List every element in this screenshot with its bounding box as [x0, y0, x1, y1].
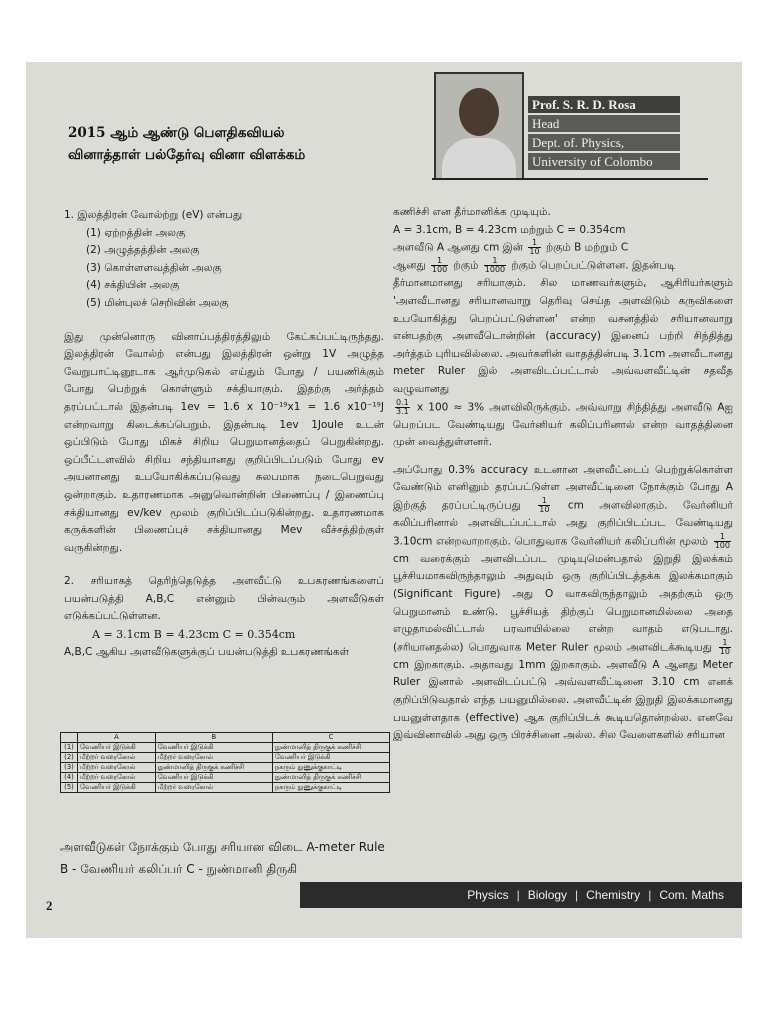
table-cell: மீற்றர் வரைகோல் [155, 783, 272, 793]
answer-1-text: இது முன்னொரு வினாப்பத்திரத்திலும் கேட்கப்பட்டிருந்தது. இலத்திரன் வோல்ற் என்பது இலத்திரன் ஒன்று 1V அழுத்த வேறுபாட்டினூடாக ஆர்முடுகல் எய்தும் போது / பயணிக்கும் போது பெற்றுக் கொள்ளும் சக்தியாகும். இதற்கு அர்த்தம் தரப்பட்டால் இதன்படி 1ev = 1.6 x 10⁻¹⁹x1 = 1.6 x10⁻¹⁹J என்றவாறு கிடைக்கப்பெறும். இதன்படி 1ev 1Joule உடன் ஒப்பிடும் போது மிகச் சிறிய பெறுமானத்தைப் பெறுகின்றது. ஒப்பீட்டளவில் சிறிய சந்தியானது குறிப்பிடப்படும் போது ev அயனானது உபயோகிக்கப்படுவது சுலபமாக நடைபெறுவது ஒன்றாகும். உதாரணமாக அனுவொன்றின் பிணைப்பு / இணைப்பு சக்தியானது ev/kev மூலம் குறிப்பிடப்படுகின்றது. உதாரணமாக கருக்களின் பிணைப்புச் சக்தியானது Mev வீச்சத்திற்குள் வருகின்றது. [64, 330, 384, 554]
discussion-paragraph: தீர்மானமானது சரியாகும். சில மாணவர்களும், ஆசிரியர்களும் 'அளவீடானது சரியானவாறு தெரிவு செய்த அளவிடும் கருவிகளை உபயோகித்து பெறப்பட்டுள்ளன' என்ற வசனத்தில் சரியானவாறு என்பதற்கு அளவீடொன்றின் (accuracy) இனைப் பற்றி சிந்தித்து அர்த்தம் புரியவில்லை. அவர்களின் வாதத்தின்படி 3.1cm அளவீடானது meter Ruler இல் அளவிடப்பட்டால் அவ்வளவீட்டின் சதவீத வழுவானது [393, 277, 733, 395]
portrait-head [459, 88, 499, 136]
magazine-page [26, 62, 742, 938]
text-fragment: ற்கும் B மற்றும் C [545, 241, 629, 254]
question-2-measurements: A = 3.1cm B = 4.23cm C = 0.354cm [92, 628, 296, 642]
percentage-value: x 100 ≈ 3% [416, 401, 485, 414]
author-dept: Dept. of. Physics, [528, 134, 680, 151]
portrait-body [442, 138, 516, 180]
question-1: 1. இலத்திரன் வோல்ற்று (eV) என்பது [64, 209, 243, 221]
fraction-numerator: 1 [484, 257, 506, 266]
table-header: B [155, 733, 272, 743]
footer-separator: | [575, 888, 579, 902]
measurement-values: A = 3.1cm, B = 4.23cm மற்றும் C = 0.354cm [393, 223, 626, 236]
fraction-denominator: 10 [529, 247, 540, 257]
fraction-denominator: 100 [431, 265, 448, 275]
header-divider [432, 178, 708, 180]
text-fragment: ற்கும் பெறப்பட்டுள்ளன. இதன்படி [511, 259, 676, 272]
answer-2-text: அளவீடுகள் நோக்கும் போது சரியான விடை A-meter Rule B - வேணியர் கலிப்பர் C - நுண்மானி திருகி [60, 840, 385, 876]
footer-item-physics: Physics [467, 888, 509, 902]
table-cell: மீற்றர் வரைகோல் [78, 773, 156, 783]
table-cell: (3) [61, 763, 78, 773]
fraction-numerator: 1 [528, 239, 540, 248]
table-row [61, 743, 390, 753]
table-cell: வேணியர் இடுக்கி [272, 753, 389, 763]
text-fragment: அப்போது 0.3% accuracy உடனான அளவீட்டைப் பெற்றுக்கொள்ள வேண்டும் எனினும் தரப்பட்டுள்ள அளவீட்டினை நோக்கும் போது A இற்குத் தரப்பட்டிருப்பது [393, 463, 733, 512]
text-fragment: ஆனது [393, 259, 426, 272]
fraction-1-100 [714, 533, 731, 550]
table-cell: நுண்மானித் திருகுக் கணிச்சி [272, 743, 389, 753]
fraction-denominator: 1000 [484, 265, 506, 275]
fraction-1-1000 [484, 257, 506, 274]
table-cell: மீற்றர் வரைகோல் [155, 753, 272, 763]
right-column [393, 204, 733, 745]
title-line-2: வினாத்தாள் பல்தேர்வு வினா விளக்கம் [68, 147, 306, 163]
table-header-row [61, 733, 390, 743]
text-fragment: அளவிலிருக்கும். அவ்வாறு சிந்தித்து அளவீடு Aஐ பெறப்பட வேண்டியது வேர்னியர் கலிப்பரினால் என்ற வாதத்தினை முன் வைத்துள்ளனர். [393, 401, 733, 449]
fraction-denominator: 3.1 [396, 406, 409, 416]
title-line-1: 2015 ஆம் ஆண்டு பௌதிகவியல் [68, 125, 285, 141]
precision-line-1 [393, 239, 733, 257]
table-cell: நுண்மானித் திருகுக் கணிச்சி [272, 773, 389, 783]
page-number: 2 [46, 898, 53, 913]
table-cell: (5) [61, 783, 78, 793]
article-title [68, 122, 428, 166]
fraction-1-10 [538, 497, 550, 514]
question-1-options [86, 225, 384, 313]
fraction-numerator: 1 [719, 639, 731, 648]
footer-item-biology: Biology [527, 888, 568, 902]
table-cell: (2) [61, 753, 78, 763]
table-cell: (1) [61, 743, 78, 753]
author-credits [528, 96, 680, 172]
fraction-1-10 [528, 239, 540, 256]
footer-item-com-maths: Com. Maths [659, 888, 724, 902]
author-role: Head [528, 115, 680, 132]
fraction-1-100 [431, 257, 448, 274]
table-header [61, 733, 78, 743]
fraction-denominator: 10 [719, 646, 730, 656]
table-row [61, 783, 390, 793]
table-header: A [78, 733, 156, 743]
text-fragment: cm வரைக்கும் அளவிடப்பட முடியுமென்பதால் இறுதி இலக்கம் பூச்சியமாகவிருந்தாலும் அதுவும் ஒரு குறிப்பிடத்தக்க இலக்கமாகும் (Significant Figure) அது O வாகவிருந்தாலும் அதற்கும் ஒரு பெறுமானம் உண்டு. பூச்சியத் திற்குப் பெறுமானமில்லை அதை எழுதாமல்விட்டால் பரவாயில்லை என்ற வாதம் எடுபடாது. (சரியானதல்ல) பொதுவாக Meter Ruler மூலம் அளவிடக்கூடியது [393, 552, 733, 654]
text-fragment: cm அளவிலாகும். வேர்னியர் கலிப்பரினால் அளவிடப்பட்டால் அது குறிப்பிடப்பட வேண்டியது 3.10cm என்றவாறாகும். பொதுவாக வேர்னியர் கலிப்பரின் மூலம் [393, 499, 733, 548]
text-fragment: cm இறகாகும். அதாவது 1mm இறகாகும். அளவீடு A ஆனது Meter Ruler இனால் அளவிடப்பட்டு அவ்வளவீட்டினை 3.10 cm எனக் குறிப்பிடுவதால் எந்த பயனுமில்லை. அளவீட்டின் இறுதி இலக்கமானது பயனுள்ளதாக (effective) ஆக குறிப்பிடக் கூடியதொன்றல்ல. எனவே இவ்வினாவில் அது ஒரு பிரச்சினை அல்ல. சில வேளைகளில் சரியான [393, 658, 733, 742]
fraction-error [395, 399, 410, 416]
fraction-1-10 [719, 639, 731, 656]
table-header: C [272, 733, 389, 743]
table-cell: நகரும் நுணுக்குகாட்டி [272, 783, 389, 793]
option-item: (3) கொள்ளளவத்தின் அலகு [86, 261, 222, 274]
table-row [61, 753, 390, 763]
continued-text: கணிச்சி என தீர்மானிக்க முடியும். [393, 206, 551, 218]
option-item: (5) மின்புலச் செறிவின் அலகு [86, 296, 229, 309]
percentage-error-line [393, 399, 733, 452]
fraction-numerator: 1 [714, 533, 731, 542]
text-fragment: அளவீடு A ஆனது cm இன் [393, 241, 524, 254]
author-photo [434, 72, 524, 180]
option-item: (1) ஏற்றத்தின் அலகு [86, 226, 186, 239]
table-cell: மீற்றர் வரைகோல் [78, 753, 156, 763]
option-item: (2) அழுத்தத்தின் அலகு [86, 244, 200, 257]
answer-options-table [60, 732, 390, 793]
table-cell: வேணியர் இடுக்கி [78, 743, 156, 753]
table-cell: வேணியர் இடுக்கி [155, 773, 272, 783]
table-cell: வேணியர் இடுக்கி [155, 743, 272, 753]
fraction-denominator: 100 [714, 540, 730, 550]
subject-footer-bar [300, 882, 742, 908]
footer-item-chemistry: Chemistry [586, 888, 641, 902]
table-cell: மீற்றர் வரைகோல் [78, 763, 156, 773]
footer-separator: | [648, 888, 652, 902]
fraction-numerator: 0.1 [396, 397, 409, 407]
left-column [64, 207, 384, 661]
table-cell: வேணியர் இடுக்கி [78, 783, 156, 793]
fraction-denominator: 10 [539, 505, 550, 514]
question-2: 2. சரியாகத் தெரிந்தெடுத்த அளவீட்டு உபகரணங்களைப் பயன்படுத்தி A,B,C என்னும் பின்வரும் அளவீடுகள் எடுக்கப்பட்டுள்ளன. [64, 575, 384, 623]
fraction-numerator: 1 [431, 257, 448, 266]
table-row [61, 773, 390, 783]
footer-separator: | [516, 888, 520, 902]
precision-line-2 [393, 257, 733, 275]
fraction-numerator: 1 [538, 497, 550, 506]
text-fragment: ற்கும் [453, 259, 479, 272]
table-row [61, 763, 390, 773]
table-cell: நுண்மானித் திருகுக் கணிச்சி [155, 763, 272, 773]
author-name: Prof. S. R. D. Rosa [528, 96, 680, 113]
option-item: (4) சக்தியின் அலகு [86, 279, 180, 292]
question-2-prompt: A,B,C ஆகிய அளவீடுகளுக்குப் பயன்படுத்தி உபகரணங்கள் [64, 645, 350, 658]
table-cell: (4) [61, 773, 78, 783]
accuracy-paragraph [393, 462, 733, 745]
author-university: University of Colombo [528, 153, 680, 170]
table-cell: நகரும் நுணுக்குகாட்டி [272, 763, 389, 773]
